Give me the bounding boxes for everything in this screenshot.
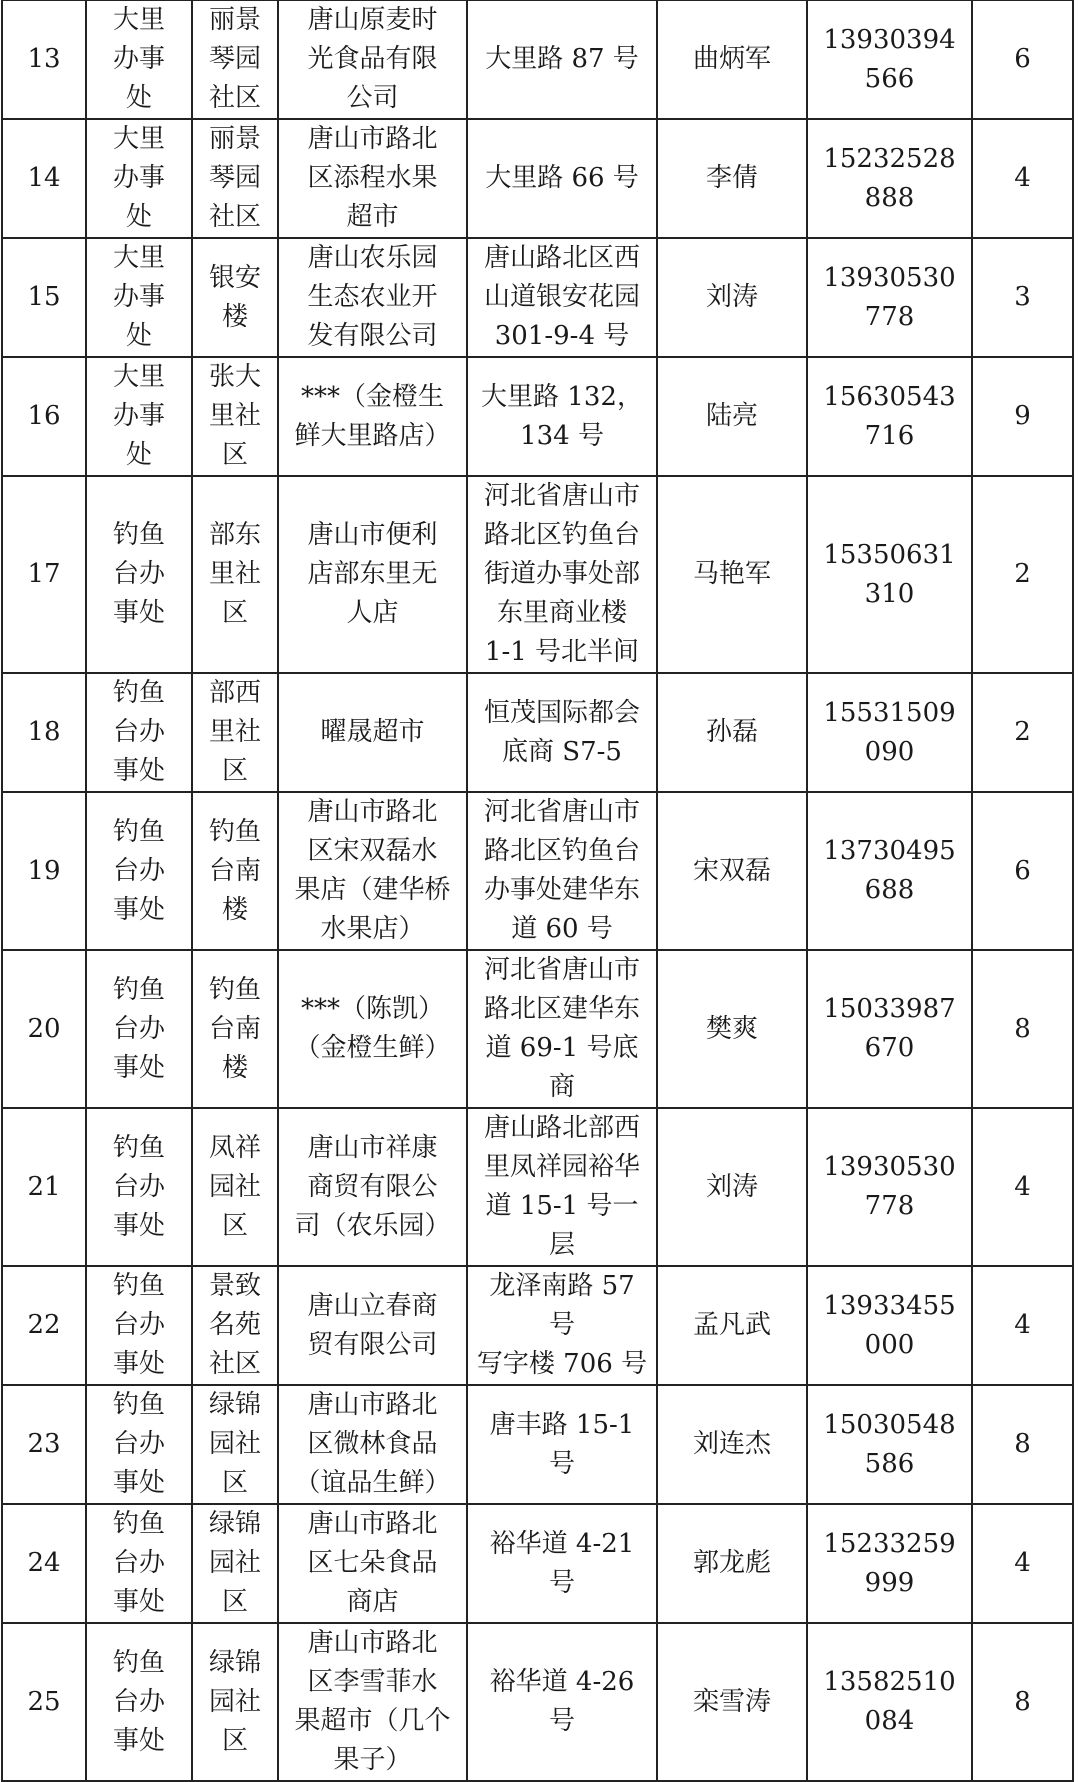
cell-office-line: 事处 [112, 894, 165, 925]
cell-store-name-line: 唐山原麦时 [307, 5, 438, 35]
cell-office-line: 钓鱼 [112, 816, 165, 847]
cell-community [192, 1108, 278, 1266]
cell-store-name-line: ***（金橙生 [300, 381, 444, 412]
cell-store-name [278, 1266, 467, 1385]
cell-count: 9 [972, 357, 1073, 476]
table-row [2, 792, 1073, 950]
cell-office-line: 事处 [112, 1210, 165, 1241]
cell-community [192, 238, 278, 357]
cell-address-line: 裕华道 4-21 号 [489, 1528, 635, 1598]
cell-office-line: 台办 [112, 559, 165, 589]
cell-phone-line: 13930530 [823, 262, 956, 293]
cell-no: 16 [2, 357, 86, 476]
cell-address-line: 裕华道 4-26 号 [489, 1667, 635, 1736]
cell-contact: 孙磊 [657, 673, 807, 792]
cell-store-name [278, 1623, 467, 1781]
cell-community-line: 部西 [208, 678, 261, 708]
cell-address-line: 街道办事处部 [483, 559, 640, 589]
cell-community-line: 钓鱼 [208, 974, 261, 1005]
cell-community [192, 792, 278, 950]
cell-store-name-line: 店部东里无 [307, 559, 438, 589]
cell-store-name-line: 贸有限公司 [307, 1329, 438, 1360]
cell-phone-line: 15030548 [823, 1409, 956, 1440]
cell-store-name-line: 区宋双磊水 [307, 836, 438, 866]
cell-office-line: 办事 [112, 401, 165, 431]
cell-office [86, 792, 192, 950]
cell-count: 4 [972, 1504, 1073, 1623]
cell-count: 8 [972, 1623, 1073, 1781]
cell-office-line: 台办 [112, 855, 165, 886]
cell-address [467, 1623, 657, 1781]
cell-office-line: 处 [125, 202, 152, 232]
cell-no: 13 [2, 0, 86, 119]
cell-store-name-line: 超市 [346, 202, 399, 232]
cell-office [86, 0, 192, 119]
cell-count: 6 [972, 792, 1073, 950]
cell-store-name [278, 673, 467, 792]
cell-no: 25 [2, 1623, 86, 1781]
cell-address-line: 大里路 132， [481, 381, 643, 412]
cell-count: 4 [972, 119, 1073, 238]
cell-phone-line: 999 [864, 1567, 915, 1598]
cell-address [467, 238, 657, 357]
cell-community-line: 琴园 [208, 44, 261, 74]
table-row [2, 119, 1073, 238]
cell-no: 24 [2, 1504, 86, 1623]
cell-address [467, 1504, 657, 1623]
cell-community-line: 里社 [208, 717, 261, 747]
cell-address [467, 1385, 657, 1504]
cell-address-line: 唐山路北区西 [483, 243, 640, 273]
cell-count: 2 [972, 476, 1073, 673]
cell-office-line: 台办 [112, 1429, 165, 1459]
cell-office-line: 台办 [112, 1171, 165, 1202]
cell-phone [807, 476, 972, 673]
cell-store-name-line: 司（农乐园） [294, 1210, 451, 1241]
cell-community-line: 名苑 [208, 1310, 261, 1340]
cell-phone-line: 310 [864, 578, 915, 609]
cell-phone [807, 792, 972, 950]
cell-contact: 曲炳军 [657, 0, 807, 119]
cell-contact: 刘涛 [657, 1108, 807, 1266]
cell-address-line: 大里路 87 号 [485, 44, 639, 74]
cell-community [192, 1385, 278, 1504]
cell-phone-line: 888 [864, 182, 915, 213]
cell-address-line: 134 号 [520, 420, 604, 451]
cell-community-line: 丽景 [208, 5, 261, 35]
cell-office [86, 1266, 192, 1385]
cell-community-line: 社区 [208, 83, 261, 113]
cell-store-name-line: 唐山市路北 [307, 797, 438, 827]
cell-contact: 刘连杰 [657, 1385, 807, 1504]
cell-address [467, 119, 657, 238]
cell-address-line: 河北省唐山市 [483, 481, 640, 511]
cell-community [192, 119, 278, 238]
cell-community-line: 景致 [208, 1271, 261, 1301]
cell-office-line: 处 [125, 83, 152, 113]
cell-phone [807, 950, 972, 1108]
cell-office-line: 办事 [112, 163, 165, 193]
cell-contact: 陆亮 [657, 357, 807, 476]
cell-community-line: 里社 [208, 559, 261, 589]
cell-office-line: 钓鱼 [112, 1509, 165, 1539]
cell-address-line: 河北省唐山市 [483, 797, 640, 827]
cell-office [86, 1504, 192, 1623]
cell-phone-line: 15033987 [823, 994, 956, 1024]
cell-community-line: 钓鱼 [208, 816, 261, 847]
cell-office-line: 大里 [112, 243, 165, 273]
cell-office-line: 办事 [112, 282, 165, 312]
cell-community-line: 凤祥 [208, 1132, 261, 1163]
cell-community [192, 476, 278, 673]
cell-count: 8 [972, 1385, 1073, 1504]
cell-community [192, 673, 278, 792]
cell-contact: 刘涛 [657, 238, 807, 357]
cell-office-line: 大里 [112, 362, 165, 392]
cell-community-line: 部东 [208, 520, 261, 550]
cell-store-name-line: 区添程水果 [307, 163, 438, 193]
cell-office-line: 台办 [112, 717, 165, 747]
cell-phone-line: 13933455 [823, 1290, 956, 1321]
cell-no: 17 [2, 476, 86, 673]
cell-office [86, 119, 192, 238]
cell-store-name [278, 238, 467, 357]
cell-phone-line: 000 [864, 1329, 915, 1360]
table-row [2, 0, 1073, 119]
cell-no: 20 [2, 950, 86, 1108]
cell-store-name-line: 唐山市路北 [307, 1390, 438, 1420]
cell-community-line: 区 [221, 1725, 248, 1756]
cell-office-line: 钓鱼 [112, 1271, 165, 1301]
cell-community-line: 园社 [208, 1171, 261, 1202]
cell-phone-line: 084 [864, 1706, 915, 1736]
cell-store-name-line: 果子） [333, 1745, 412, 1775]
cell-address-line: 301-9-4 号 [494, 321, 630, 351]
cell-count: 2 [972, 673, 1073, 792]
cell-address-line: 大里路 66 号 [485, 163, 639, 193]
cell-office-line: 钓鱼 [112, 520, 165, 550]
cell-office [86, 673, 192, 792]
cell-community-line: 琴园 [208, 163, 261, 193]
cell-office [86, 1385, 192, 1504]
cell-address-line: 东里商业楼 [496, 598, 627, 628]
table-row [2, 1385, 1073, 1504]
cell-address-line: 道 69-1 号底商 [485, 1033, 639, 1102]
cell-store-name [278, 1108, 467, 1266]
cell-store-name-line: （金橙生鲜） [294, 1033, 451, 1063]
cell-community-line: 绿锦 [208, 1390, 261, 1420]
cell-count: 6 [972, 0, 1073, 119]
cell-phone-line: 688 [864, 875, 915, 905]
cell-store-name-line: 光食品有限 [307, 44, 438, 74]
cell-community-line: 区 [221, 440, 248, 470]
cell-office-line: 事处 [112, 1725, 165, 1756]
cell-store-name-line: 唐山市祥康 [307, 1132, 438, 1163]
cell-no: 21 [2, 1108, 86, 1266]
cell-phone [807, 1385, 972, 1504]
cell-community-line: 楼 [221, 1052, 248, 1083]
cell-store-name-line: 商贸有限公 [307, 1171, 438, 1202]
cell-office-line: 钓鱼 [112, 1132, 165, 1163]
cell-address-line: 1-1 号北半间 [484, 637, 640, 667]
cell-phone-line: 13930530 [823, 1152, 956, 1182]
cell-community-line: 社区 [208, 202, 261, 232]
cell-store-name-line: 唐山农乐园 [307, 243, 438, 273]
cell-community-line: 园社 [208, 1429, 261, 1459]
cell-store-name-line: 唐山市路北 [307, 1628, 438, 1658]
cell-store-name-line: 果超市（几个 [294, 1706, 451, 1736]
cell-phone [807, 357, 972, 476]
cell-store-name-line: 鲜大里路店） [294, 420, 451, 451]
cell-office-line: 处 [125, 321, 152, 351]
cell-address-line: 河北省唐山市 [483, 955, 640, 985]
cell-phone [807, 673, 972, 792]
cell-community [192, 950, 278, 1108]
cell-address [467, 673, 657, 792]
cell-community-line: 绿锦 [208, 1647, 261, 1678]
table-row [2, 1623, 1073, 1781]
cell-office-line: 事处 [112, 1052, 165, 1083]
cell-store-name-line: 区李雪菲水 [307, 1667, 438, 1697]
cell-office-line: 台办 [112, 1310, 165, 1340]
table-row [2, 476, 1073, 673]
cell-address [467, 476, 657, 673]
shop-list-table [1, 0, 1074, 1782]
cell-phone-line: 15630543 [823, 381, 956, 412]
cell-phone-line: 15233259 [823, 1528, 956, 1559]
cell-phone-line: 566 [864, 63, 915, 94]
cell-office-line: 办事 [112, 44, 165, 74]
cell-contact: 宋双磊 [657, 792, 807, 950]
cell-phone-line: 778 [864, 301, 915, 332]
cell-office-line: 台办 [112, 1013, 165, 1044]
cell-phone [807, 0, 972, 119]
cell-phone-line: 15232528 [823, 143, 956, 174]
cell-address [467, 1108, 657, 1266]
cell-community-line: 丽景 [208, 124, 261, 154]
cell-community-line: 里社 [208, 401, 261, 431]
cell-community-line: 园社 [208, 1548, 261, 1578]
cell-store-name-line: 发有限公司 [307, 321, 438, 351]
cell-count: 8 [972, 950, 1073, 1108]
cell-office [86, 357, 192, 476]
cell-address-line: 道 60 号 [511, 914, 613, 944]
cell-store-name-line: 果店（建华桥 [294, 875, 451, 905]
cell-address-line: 里凤祥园裕华 [483, 1152, 640, 1182]
cell-office-line: 事处 [112, 598, 165, 628]
table-row [2, 950, 1073, 1108]
cell-community [192, 1623, 278, 1781]
cell-office-line: 大里 [112, 124, 165, 154]
cell-contact: 孟凡武 [657, 1266, 807, 1385]
cell-community-line: 社区 [208, 1349, 261, 1379]
cell-phone [807, 1504, 972, 1623]
cell-office-line: 台办 [112, 1686, 165, 1717]
cell-phone-line: 586 [864, 1448, 915, 1479]
cell-community-line: 楼 [221, 301, 248, 332]
cell-store-name [278, 476, 467, 673]
cell-store-name-line: 水果店） [320, 914, 425, 944]
cell-phone [807, 1623, 972, 1781]
cell-address-line: 道 15-1 号一层 [485, 1191, 639, 1260]
cell-store-name-line: 商店 [346, 1587, 399, 1617]
cell-address [467, 0, 657, 119]
cell-phone-line: 15531509 [823, 697, 956, 728]
cell-store-name-line: 区七朵食品 [307, 1548, 438, 1578]
cell-address-line: 恒茂国际都会 [483, 697, 640, 728]
cell-address-line: 路北区建华东 [483, 994, 640, 1024]
cell-phone-line: 778 [864, 1191, 915, 1221]
cell-address-line: 办事处建华东 [483, 875, 640, 905]
cell-store-name [278, 792, 467, 950]
cell-office-line: 钓鱼 [112, 1390, 165, 1420]
cell-office-line: 事处 [112, 1349, 165, 1379]
cell-community-line: 楼 [221, 894, 248, 925]
cell-community-line: 区 [221, 756, 248, 786]
cell-office [86, 238, 192, 357]
cell-no: 15 [2, 238, 86, 357]
cell-office-line: 事处 [112, 1587, 165, 1617]
cell-community-line: 台南 [208, 1013, 261, 1044]
cell-office [86, 950, 192, 1108]
cell-no: 18 [2, 673, 86, 792]
cell-community-line: 张大 [208, 362, 261, 392]
cell-phone [807, 238, 972, 357]
cell-phone-line: 670 [864, 1033, 915, 1063]
cell-store-name-line: 生态农业开 [307, 282, 438, 312]
cell-store-name-line: 唐山市路北 [307, 124, 438, 154]
cell-phone [807, 119, 972, 238]
cell-store-name [278, 1504, 467, 1623]
cell-phone-line: 13730495 [823, 836, 956, 866]
cell-phone-line: 13930394 [823, 24, 956, 55]
cell-office-line: 事处 [112, 756, 165, 786]
cell-address [467, 792, 657, 950]
cell-community-line: 银安 [208, 262, 261, 293]
cell-address-line: 龙泽南路 57 号 [489, 1271, 635, 1340]
cell-community [192, 357, 278, 476]
cell-contact: 马艳军 [657, 476, 807, 673]
cell-store-name-line: 唐山市路北 [307, 1509, 438, 1539]
cell-community [192, 1266, 278, 1385]
cell-no: 23 [2, 1385, 86, 1504]
cell-contact: 樊爽 [657, 950, 807, 1108]
cell-community-line: 区 [221, 1587, 248, 1617]
cell-community [192, 0, 278, 119]
cell-store-name [278, 119, 467, 238]
cell-community-line: 园社 [208, 1686, 261, 1717]
cell-store-name [278, 357, 467, 476]
cell-address [467, 357, 657, 476]
cell-contact: 栾雪涛 [657, 1623, 807, 1781]
cell-store-name-line: （谊品生鲜） [294, 1468, 451, 1498]
cell-store-name-line: 唐山立春商 [307, 1290, 438, 1321]
cell-count: 3 [972, 238, 1073, 357]
table-row [2, 1108, 1073, 1266]
cell-community-line: 绿锦 [208, 1509, 261, 1539]
cell-office-line: 钓鱼 [112, 1647, 165, 1678]
cell-office [86, 476, 192, 673]
cell-community-line: 区 [221, 1210, 248, 1241]
cell-store-name-line: ***（陈凯） [300, 994, 444, 1024]
cell-community-line: 区 [221, 1468, 248, 1498]
cell-address-line: 路北区钓鱼台 [483, 836, 640, 866]
cell-store-name-line: 曜晟超市 [320, 717, 425, 747]
table-row [2, 238, 1073, 357]
cell-no: 22 [2, 1266, 86, 1385]
cell-store-name [278, 1385, 467, 1504]
cell-store-name-line: 区微林食品 [307, 1429, 438, 1459]
cell-office-line: 事处 [112, 1468, 165, 1498]
table-row [2, 357, 1073, 476]
cell-contact: 郭龙彪 [657, 1504, 807, 1623]
cell-phone-line: 090 [864, 736, 915, 767]
table-row [2, 1266, 1073, 1385]
cell-office-line: 大里 [112, 5, 165, 35]
cell-office-line: 钓鱼 [112, 974, 165, 1005]
cell-no: 19 [2, 792, 86, 950]
cell-office [86, 1623, 192, 1781]
cell-store-name-line: 人店 [346, 598, 399, 628]
cell-address-line: 唐丰路 15-1 号 [489, 1409, 635, 1479]
cell-community-line: 台南 [208, 855, 261, 886]
cell-office-line: 钓鱼 [112, 678, 165, 708]
cell-address [467, 950, 657, 1108]
cell-phone [807, 1108, 972, 1266]
cell-address-line: 路北区钓鱼台 [483, 520, 640, 550]
cell-phone-line: 15350631 [823, 539, 956, 570]
cell-phone-line: 716 [864, 420, 915, 451]
cell-address-line: 山道银安花园 [483, 282, 640, 312]
cell-address-line: 唐山路北部西 [483, 1113, 640, 1143]
cell-address-line: 底商 S7-5 [502, 736, 622, 767]
cell-office-line: 处 [125, 440, 152, 470]
cell-store-name [278, 950, 467, 1108]
table-body [2, 0, 1073, 1781]
cell-phone-line: 13582510 [823, 1667, 956, 1697]
cell-contact: 李倩 [657, 119, 807, 238]
cell-store-name [278, 0, 467, 119]
cell-count: 4 [972, 1266, 1073, 1385]
cell-count: 4 [972, 1108, 1073, 1266]
table-row [2, 673, 1073, 792]
cell-store-name-line: 公司 [346, 83, 399, 113]
cell-address [467, 1266, 657, 1385]
table-row [2, 1504, 1073, 1623]
cell-phone [807, 1266, 972, 1385]
cell-office-line: 台办 [112, 1548, 165, 1578]
cell-no: 14 [2, 119, 86, 238]
cell-community-line: 区 [221, 598, 248, 628]
cell-address-line: 写字楼 706 号 [476, 1349, 648, 1379]
cell-community [192, 1504, 278, 1623]
cell-office [86, 1108, 192, 1266]
cell-store-name-line: 唐山市便利 [307, 520, 438, 550]
